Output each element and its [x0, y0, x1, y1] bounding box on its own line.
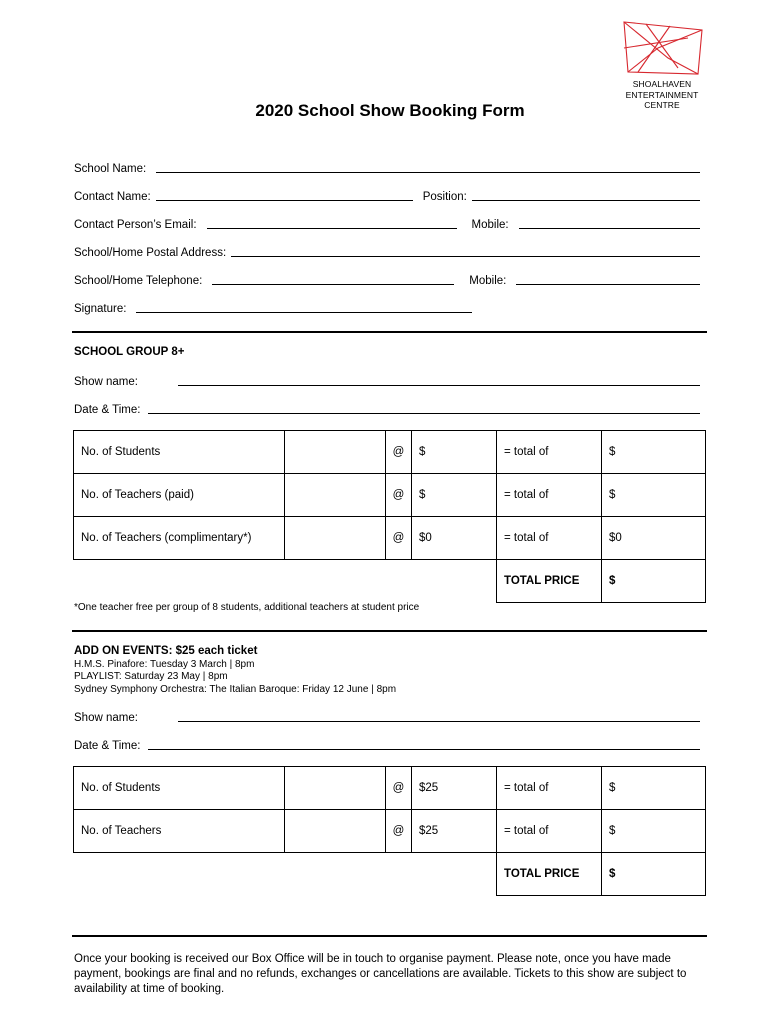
signature-field[interactable] — [136, 312, 472, 313]
contact-name-row — [74, 188, 700, 204]
group-booking-table — [73, 430, 706, 603]
row-total-cell: $0 — [602, 517, 706, 560]
logo — [618, 18, 708, 114]
show-name-label: Show name: — [74, 376, 138, 388]
addon-show-name-row — [74, 709, 700, 725]
addon-event: Sydney Symphony Orchestra: The Italian Baroque: Friday 12 June | 8pm — [74, 684, 397, 695]
row-label: No. of Teachers (paid) — [74, 474, 285, 517]
telephone-label: School/Home Telephone: — [74, 275, 203, 287]
addon-show-name-field[interactable] — [178, 721, 700, 722]
contact-name-field[interactable] — [156, 200, 413, 201]
addon-date-time-field[interactable] — [148, 749, 700, 750]
quantity-cell[interactable] — [285, 767, 386, 810]
total-price-row — [74, 853, 706, 896]
school-name-label: School Name: — [74, 163, 147, 175]
quantity-cell[interactable] — [285, 517, 386, 560]
section-divider — [72, 935, 707, 937]
unit-price-cell[interactable]: $ — [412, 431, 497, 474]
position-field[interactable] — [472, 200, 700, 201]
unit-price-cell: $25 — [412, 810, 497, 853]
row-total-cell[interactable]: $ — [602, 474, 706, 517]
at-symbol: @ — [386, 431, 412, 474]
at-symbol: @ — [386, 810, 412, 853]
mobile-field[interactable] — [519, 228, 700, 229]
total-price-cell[interactable]: $ — [602, 560, 706, 603]
postal-address-row — [74, 244, 700, 260]
form-title: 2020 School Show Booking Form — [255, 101, 525, 120]
table-row — [74, 767, 706, 810]
logo-line: CENTRE — [644, 100, 680, 110]
total-of-label: = total of — [497, 517, 602, 560]
table-row — [74, 517, 706, 560]
contact-name-label: Contact Name: — [74, 191, 151, 203]
show-name-label: Show name: — [74, 712, 138, 724]
postal-address-label: School/Home Postal Address: — [74, 247, 227, 259]
section-divider — [72, 331, 707, 333]
footer-note: Once your booking is received our Box Office will be in touch to organise payment. Please note, once you have made payment, bookings are final and no refunds, exchanges or cancellations are available. Tickets to this show are subject to availability at time of booking. — [74, 953, 687, 995]
at-symbol: @ — [386, 474, 412, 517]
total-of-label: = total of — [497, 767, 602, 810]
row-total-cell[interactable]: $ — [602, 431, 706, 474]
row-label: No. of Students — [74, 767, 285, 810]
total-of-label: = total of — [497, 810, 602, 853]
unit-price-cell[interactable]: $ — [412, 474, 497, 517]
date-time-label: Date & Time: — [74, 404, 141, 416]
school-name-field[interactable] — [156, 172, 700, 173]
footnote: *One teacher free per group of 8 students, additional teachers at student price — [74, 602, 420, 613]
unit-price-cell: $0 — [412, 517, 497, 560]
addon-event: H.M.S. Pinafore: Tuesday 3 March | 8pm — [74, 659, 255, 670]
row-total-cell[interactable]: $ — [602, 767, 706, 810]
row-label: No. of Teachers — [74, 810, 285, 853]
at-symbol: @ — [386, 517, 412, 560]
group-show-name-row — [74, 373, 700, 389]
logo-line: SHOALHAVEN — [632, 79, 692, 89]
total-of-label: = total of — [497, 431, 602, 474]
signature-label: Signature: — [74, 303, 127, 315]
postal-address-field[interactable] — [231, 256, 700, 257]
total-price-cell[interactable]: $ — [602, 853, 706, 896]
section-divider — [72, 630, 707, 632]
addon-event: PLAYLIST: Saturday 23 May | 8pm — [74, 671, 228, 682]
table-row — [74, 431, 706, 474]
total-price-row — [74, 560, 706, 603]
total-of-label: = total of — [497, 474, 602, 517]
email-label: Contact Person’s Email: — [74, 219, 197, 231]
addon-title: ADD ON EVENTS: $25 each ticket — [74, 645, 258, 657]
quantity-cell[interactable] — [285, 474, 386, 517]
quantity-cell[interactable] — [285, 810, 386, 853]
telephone-row — [74, 272, 700, 288]
table-row — [74, 474, 706, 517]
logo-mark-icon — [618, 18, 708, 80]
row-label: No. of Students — [74, 431, 285, 474]
total-price-label: TOTAL PRICE — [497, 853, 602, 896]
addon-booking-table — [73, 766, 706, 896]
group-date-time-row — [74, 401, 700, 417]
group-date-time-field[interactable] — [148, 413, 700, 414]
school-name-row — [74, 160, 700, 176]
email-row — [74, 216, 700, 232]
addon-date-time-row — [74, 737, 700, 753]
mobile-label: Mobile: — [471, 219, 509, 231]
logo-line: ENTERTAINMENT — [625, 89, 699, 100]
email-field[interactable] — [207, 228, 457, 229]
row-label: No. of Teachers (complimentary*) — [74, 517, 285, 560]
signature-row — [74, 300, 472, 316]
row-total-cell[interactable]: $ — [602, 810, 706, 853]
telephone-field[interactable] — [212, 284, 454, 285]
table-row — [74, 810, 706, 853]
quantity-cell[interactable] — [285, 431, 386, 474]
unit-price-cell: $25 — [412, 767, 497, 810]
mobile2-field[interactable] — [516, 284, 700, 285]
school-group-title: SCHOOL GROUP 8+ — [74, 346, 185, 358]
mobile2-label: Mobile: — [469, 275, 507, 287]
group-show-name-field[interactable] — [178, 385, 700, 386]
date-time-label: Date & Time: — [74, 740, 141, 752]
position-label: Position: — [422, 191, 467, 203]
at-symbol: @ — [386, 767, 412, 810]
total-price-label: TOTAL PRICE — [497, 560, 602, 603]
